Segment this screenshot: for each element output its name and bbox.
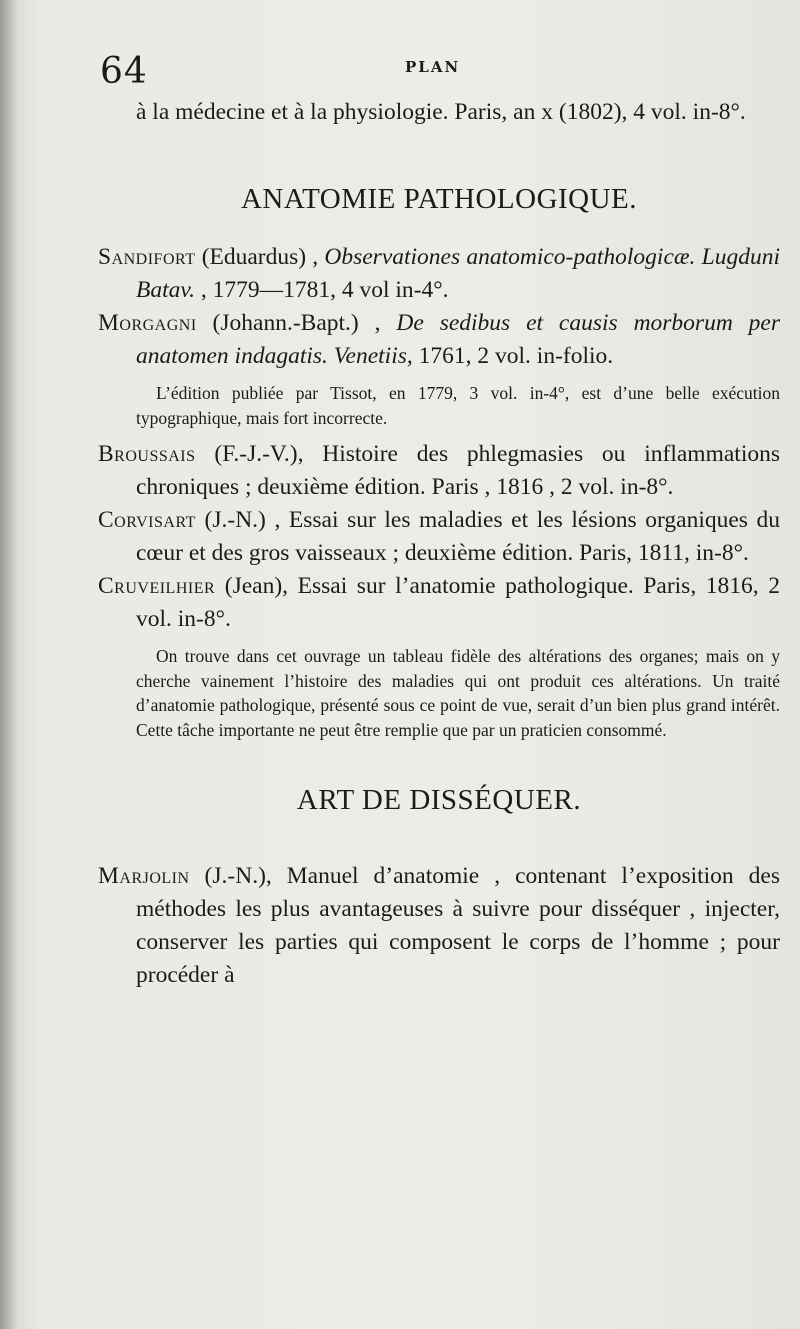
gutter-shadow — [0, 0, 18, 1329]
work-title: Observationes anatomico-pathologicæ. Lugduni Batav. — [136, 244, 780, 303]
bib-entry-marjolin — [98, 860, 780, 992]
bib-entry-cruveilhier — [98, 570, 780, 636]
work-title: De sedibus et causis morborum per anatomen indagatis. Venetiis — [136, 310, 781, 369]
note-tissot-edition: L’édition publiée par Tissot, en 1779, 3 vol. in-4°, est d’une belle exécution typographique, mais fort incorrecte. — [136, 383, 780, 428]
bib-entry-corvisart — [98, 504, 780, 570]
imprint: , 1761, 2 vol. in-folio. — [406, 343, 614, 369]
author-forename: (Johann.-Bapt.) , — [196, 310, 397, 336]
entry-text: (F.-J.-V.), Histoire des phlegmasies ou inflammations chroniques ; deuxième édition. Paris , 1816 , 2 vol. in-8°. — [136, 441, 780, 500]
section-title-art-de-disséquer: ART DE DISSÉQUER. — [296, 784, 582, 816]
running-head: PLAN — [405, 58, 461, 76]
author-name: Cruveilhier — [98, 573, 216, 599]
entry-text: (J.-N.), Manuel d’anatomie , contenant l’exposition des méthodes les plus avantageuses à suivre pour disséquer , injecter, conserver les parties qui composent le corps de l’homme ; pour procéder à — [136, 863, 780, 988]
continuation-text: à la médecine et à la physiologie. Paris, an x (1802), 4 vol. in-8°. — [136, 99, 746, 125]
author-name: Corvisart — [98, 507, 196, 533]
entry-text: (Jean), Essai sur l’anatomie pathologique. Paris, 1816, 2 vol. in-8°. — [136, 573, 780, 632]
author-name: Sandifort — [98, 244, 196, 270]
author-forename: (Eduardus) , — [195, 244, 325, 270]
entry-text: (J.-N.) , Essai sur les maladies et les lésions organiques du cœur et des gros vaisseaux ; deuxième édition. Paris, 1811, in-8°. — [136, 507, 780, 566]
note-cruveilhier: On trouve dans cet ouvrage un tableau fidèle des altérations des organes; mais on y cherche vainement l’histoire des maladies qui ont produit ces altérations. Un traité d’anatomie pathologique, présenté sous ce point de vue, serait d’un bien plus grand intérêt. Cette tâche importante ne peut être remplie que par un praticien consommé. — [136, 646, 780, 740]
bib-entry-broussais — [98, 438, 780, 504]
page-number: 64 — [100, 51, 148, 92]
section-title-anatomie-pathologique: ANATOMIE PATHOLOGIQUE. — [240, 183, 638, 215]
author-name: Morgagni — [98, 310, 197, 336]
bib-entry-morgagni — [98, 307, 780, 373]
author-name: Broussais — [98, 441, 196, 467]
bib-entry-sandifort — [98, 241, 780, 307]
page-header — [100, 44, 780, 100]
imprint: , 1779—1781, 4 vol in-4°. — [194, 277, 449, 303]
page-body — [98, 96, 780, 992]
author-name: Marjolin — [98, 863, 190, 889]
